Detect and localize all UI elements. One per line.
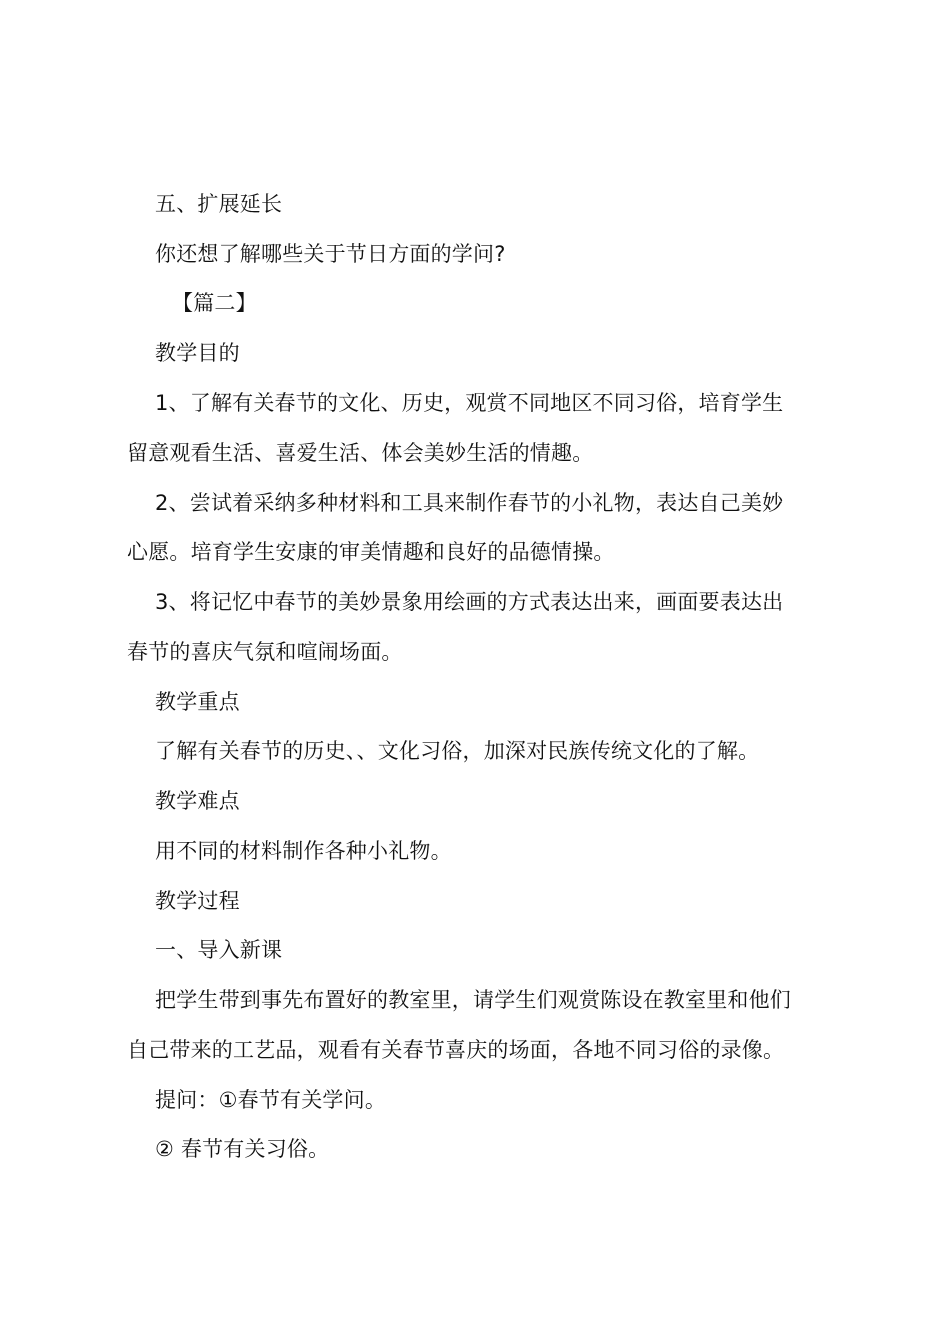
heading-intro-lesson: 一、导入新课 [155, 938, 283, 962]
goal-3-line-1: 3、将记忆中春节的美妙景象用绘画的方式表达出来，画面要表达出 [155, 590, 784, 614]
question-2: ② 春节有关习俗。 [155, 1137, 330, 1161]
paragraph-question: 你还想了解哪些关于节日方面的学问? [155, 242, 506, 266]
heading-process: 教学过程 [155, 889, 240, 913]
difficulties-text: 用不同的材料制作各种小礼物。 [155, 839, 452, 863]
heading-teaching-goals: 教学目的 [155, 341, 240, 365]
goal-2-line-1: 2、尝试着采纳多种材料和工具来制作春节的小礼物，表达自己美妙 [155, 491, 784, 515]
question-1: 提问：①春节有关学问。 [155, 1088, 387, 1112]
heading-difficulties: 教学难点 [155, 789, 240, 813]
part-two-heading: 【篇二】 [172, 291, 257, 315]
intro-line-2: 自己带来的工艺品，观看有关春节喜庆的场面，各地不同习俗的录像。 [127, 1038, 785, 1062]
section-heading-extension: 五、扩展延长 [155, 192, 283, 216]
heading-key-points: 教学重点 [155, 690, 240, 714]
goal-1-line-1: 1、了解有关春节的文化、历史，观赏不同地区不同习俗，培育学生 [155, 391, 784, 415]
goal-2-line-2: 心愿。培育学生安康的审美情趣和良好的品德情操。 [127, 540, 615, 564]
intro-line-1: 把学生带到事先布置好的教室里，请学生们观赏陈设在教室里和他们 [155, 988, 791, 1012]
goal-3-line-2: 春节的喜庆气氛和喧闹场面。 [127, 640, 403, 664]
key-points-text: 了解有关春节的历史、、文化习俗，加深对民族传统文化的了解。 [155, 739, 760, 763]
goal-1-line-2: 留意观看生活、喜爱生活、体会美妙生活的情趣。 [127, 441, 594, 465]
